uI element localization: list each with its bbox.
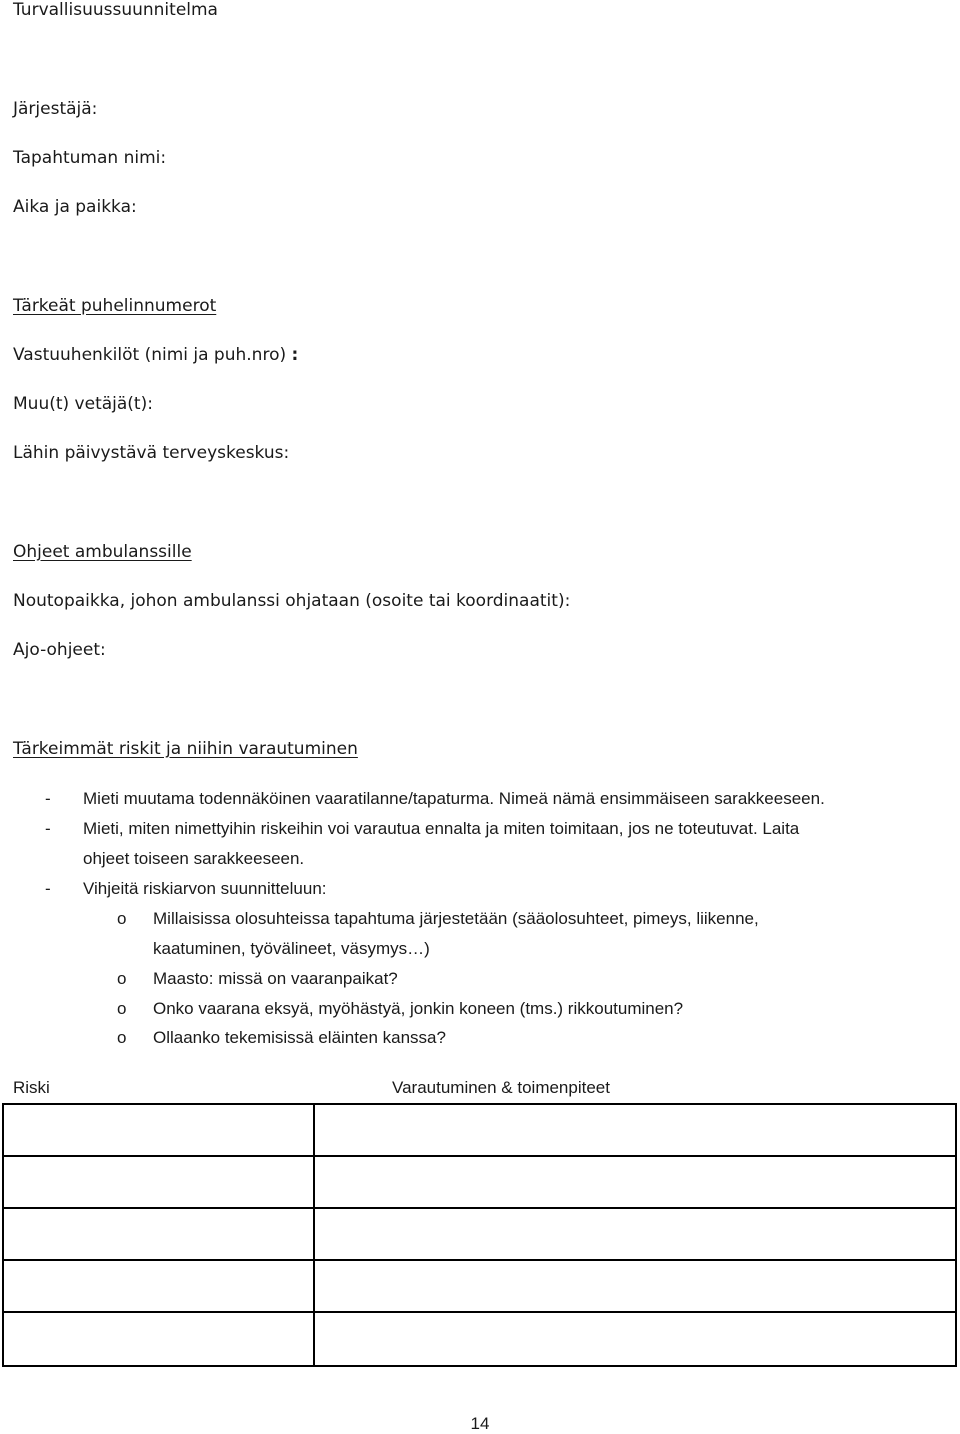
hint-getting-lost: Onko vaarana eksyä, myöhästyä, jonkin koneen (tms.) rikkoutuminen? <box>153 999 684 1018</box>
organizer-label: Järjestäjä: <box>13 99 98 119</box>
health-center-label: Lähin päivystävä terveyskeskus: <box>13 443 290 463</box>
responsible-persons-colon: : <box>291 345 299 365</box>
event-name-label: Tapahtuman nimi: <box>13 148 167 168</box>
risk-instruction-2-cont: ohjeet toiseen sarakkeeseen. <box>83 849 305 868</box>
table-cell-preparation[interactable] <box>315 1313 955 1365</box>
table-cell-risk[interactable] <box>4 1157 315 1209</box>
hint-conditions-cont: kaatuminen, työvälineet, väsymys…) <box>153 939 430 958</box>
ambulance-heading: Ohjeet ambulanssille <box>13 542 192 562</box>
dash-marker: - <box>45 819 51 838</box>
table-cell-preparation[interactable] <box>315 1105 955 1157</box>
dash-marker: - <box>45 879 51 898</box>
bullet-marker: o <box>117 909 127 928</box>
risks-heading: Tärkeimmät riskit ja niihin varautuminen <box>13 739 358 759</box>
hint-conditions: Millaisissa olosuhteissa tapahtuma järjestetään (sääolosuhteet, pimeys, liikenne, <box>153 909 759 928</box>
table-cell-risk[interactable] <box>4 1209 315 1261</box>
table-cell-risk[interactable] <box>4 1313 315 1365</box>
risk-instruction-3: Vihjeitä riskiarvon suunnitteluun: <box>83 879 327 898</box>
table-header-preparation: Varautuminen & toimenpiteet <box>392 1078 610 1097</box>
table-header-risk: Riski <box>13 1078 50 1097</box>
pickup-location-label: Noutopaikka, johon ambulanssi ohjataan (osoite tai koordinaatit): <box>13 591 571 611</box>
page-number: 14 <box>470 1414 490 1433</box>
driving-directions-label: Ajo-ohjeet: <box>13 640 106 660</box>
bullet-marker: o <box>117 1028 127 1047</box>
table-cell-risk[interactable] <box>4 1261 315 1313</box>
document-title: Turvallisuussuunnitelma <box>13 0 218 20</box>
responsible-persons-text: Vastuuhenkilöt (nimi ja puh.nro) <box>13 345 292 365</box>
risk-table <box>2 1103 957 1367</box>
bullet-marker: o <box>117 999 127 1018</box>
hint-terrain: Maasto: missä on vaaranpaikat? <box>153 969 398 988</box>
other-leaders-label: Muu(t) vetäjä(t): <box>13 394 153 414</box>
table-cell-preparation[interactable] <box>315 1209 955 1261</box>
table-cell-preparation[interactable] <box>315 1261 955 1313</box>
time-place-label: Aika ja paikka: <box>13 197 137 217</box>
hint-animals: Ollaanko tekemisissä eläinten kanssa? <box>153 1028 446 1047</box>
risk-instruction-1: Mieti muutama todennäköinen vaaratilanne/tapaturma. Nimeä nämä ensimmäiseen sarakkeeseen. <box>83 789 825 808</box>
bullet-marker: o <box>117 969 127 988</box>
risk-instruction-2: Mieti, miten nimettyihin riskeihin voi varautua ennalta ja miten toimitaan, jos ne toteutuvat. Laita <box>83 819 800 838</box>
phones-heading: Tärkeät puhelinnumerot <box>13 296 217 316</box>
table-cell-preparation[interactable] <box>315 1157 955 1209</box>
table-cell-risk[interactable] <box>4 1105 315 1157</box>
dash-marker: - <box>45 789 51 808</box>
responsible-persons-label <box>13 345 298 365</box>
